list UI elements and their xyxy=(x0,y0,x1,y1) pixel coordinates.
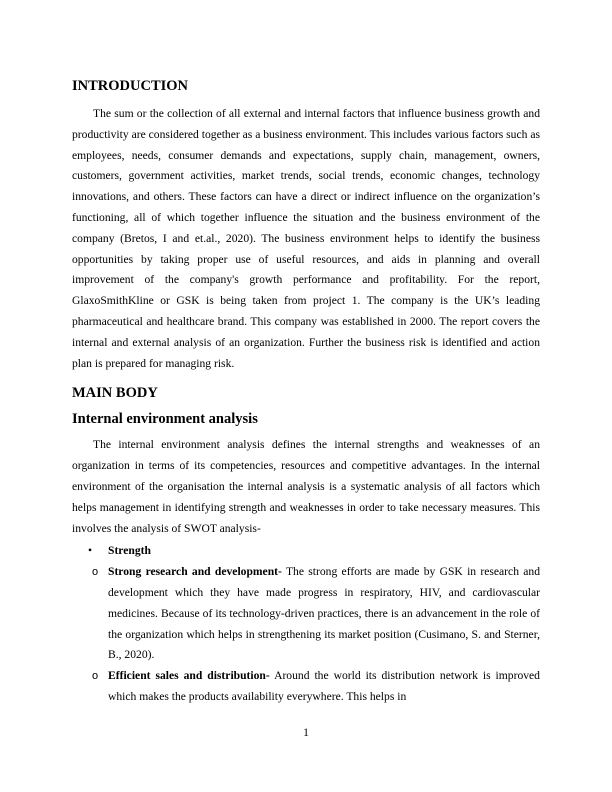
list-item-title: Efficient sales and distribution- xyxy=(108,669,270,683)
main-body-heading: MAIN BODY xyxy=(72,385,158,402)
strength-label: Strength xyxy=(108,544,151,558)
introduction-heading: INTRODUCTION xyxy=(72,78,189,94)
strength-list-item xyxy=(72,541,540,707)
list-item xyxy=(108,562,540,666)
internal-analysis-paragraph: The internal environment analysis defines the internal strengths and weaknesses of an organization in terms of its competencies, resources and competitive advantages. In the internal environment of the organisation the internal analysis is a systematic analysis of all factors which helps management in identifying strength and weaknesses in order to take necessary measures. This involves the analysis of SWOT analysis- xyxy=(72,438,540,535)
page-number: 1 xyxy=(303,726,309,739)
document-page xyxy=(72,76,540,708)
list-item-text: Around the world its distribution network is improved which makes the products availability everywhere. This helps in xyxy=(108,669,540,703)
list-item-text: The strong efforts are made by GSK in research and development which they have made progress in respiratory, HIV, and cardiovascular medicines. Because of its technology-driven practices, there is an advancement in the role of the organization which helps in strengthening its market position (Cusimano, S. and Sterner, B., 2020). xyxy=(108,565,541,662)
internal-analysis-subheading: Internal environment analysis xyxy=(72,411,258,428)
strength-sublist xyxy=(72,562,540,708)
list-item-title: Strong research and development- xyxy=(108,565,282,579)
introduction-paragraph: The sum or the collection of all external and internal factors that influence business growth and productivity are considered together as a business environment. This includes various factors such as employees, needs, consumer demands and expectations, supply chain, management, owners, customers, government activities, market trends, social trends, economic changes, technology innovations, and others. These factors can have a direct or indirect influence on the organization’s functioning, all of which together influence the situation and the business environment of the company (Bretos, I and et.al., 2020). The business environment helps to identify the business opportunities by taking proper use of useful resources, and aids in planning and overall improvement of the company's growth performance and profitability. For the report, GlaxoSmithKline or GSK is being taken from project 1. The company is the UK’s leading pharmaceutical and healthcare brand. This company was established in 2000. The report covers the internal and external analysis of an organization. Further the business risk is identified and action plan is prepared for managing risk. xyxy=(72,107,540,370)
swot-list xyxy=(72,541,540,707)
list-item xyxy=(108,666,540,708)
